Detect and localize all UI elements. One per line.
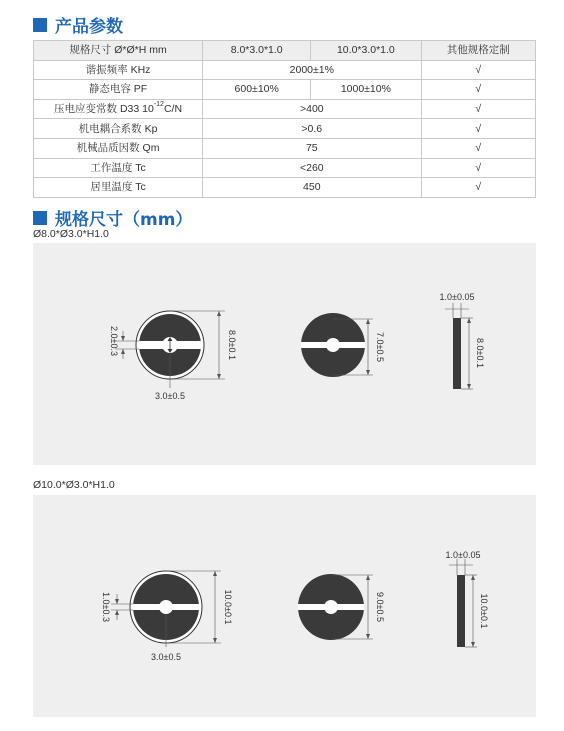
- row-param: 静态电容 PF: [34, 80, 203, 100]
- header-custom: 其他规格定制: [421, 41, 536, 61]
- inner-dim-label: 7.0±0.5: [375, 332, 385, 362]
- table-row: [34, 60, 536, 80]
- row-custom: √: [421, 138, 536, 158]
- row-value: 450: [203, 178, 421, 198]
- side-height-dim-label: 8.0±0.1: [475, 338, 485, 368]
- hole-dim-label: 3.0±0.5: [151, 652, 181, 662]
- side-height-dim-label: 10.0±0.1: [479, 593, 489, 629]
- slot-dimension: [109, 326, 139, 359]
- outer-dim-label: 10.0±0.1: [223, 589, 233, 625]
- model-1-drawing-panel: [33, 243, 536, 465]
- model-1-drawing: [33, 243, 536, 465]
- section-marker: [33, 211, 47, 225]
- section-title-product-params: [33, 12, 123, 37]
- row-param: 谐振频率 KHz: [34, 60, 203, 80]
- outer-dim-label: 8.0±0.1: [227, 330, 237, 360]
- row-custom: √: [421, 158, 536, 178]
- row-value: 2000±1%: [203, 60, 421, 80]
- model-2-drawing-panel: [33, 495, 536, 717]
- thickness-dim-label: 1.0±0.05: [445, 550, 481, 560]
- row-value-model-2: 1000±10%: [311, 80, 421, 100]
- table-row: [34, 158, 536, 178]
- table-row: [34, 80, 536, 100]
- table-row: [34, 138, 536, 158]
- disc-back-view: [301, 313, 365, 377]
- row-param-prefix: 压电应变常数 D33 10: [54, 103, 154, 116]
- side-view: [446, 550, 489, 647]
- row-custom: √: [421, 60, 536, 80]
- section-title-text: 产品参数: [55, 17, 123, 37]
- inner-dim-label: 9.0±0.5: [375, 592, 385, 622]
- row-value: >0.6: [203, 119, 421, 139]
- row-custom: √: [421, 178, 536, 198]
- row-param-sup: -12: [153, 101, 164, 109]
- disc-back-view: [298, 574, 364, 640]
- model-2-label: Ø10.0*Ø3.0*H1.0: [33, 479, 115, 491]
- row-value: 75: [203, 138, 421, 158]
- row-param: 机电耦合系数 Kp: [34, 119, 203, 139]
- model-2-drawing: [33, 495, 536, 717]
- table-header-row: [34, 41, 536, 61]
- row-param: 机械品质因数 Qm: [34, 138, 203, 158]
- thickness-dim-label: 1.0±0.05: [439, 292, 475, 302]
- row-value: <260: [203, 158, 421, 178]
- row-value-model-1: 600±10%: [203, 80, 311, 100]
- row-param: 居里温度 Tc: [34, 178, 203, 198]
- row-custom: √: [421, 99, 536, 119]
- row-custom: √: [421, 80, 536, 100]
- row-custom: √: [421, 119, 536, 139]
- row-param: [34, 99, 203, 119]
- row-param-suffix: C/N: [163, 103, 183, 116]
- side-view: [440, 292, 485, 389]
- section-marker: [33, 18, 47, 32]
- header-param: 规格尺寸 Ø*Ø*H mm: [34, 41, 203, 61]
- section-title-dimensions: [33, 205, 192, 230]
- table-row: [34, 178, 536, 198]
- spec-table: [33, 40, 536, 198]
- model-1-label: Ø8.0*Ø3.0*H1.0: [33, 228, 109, 240]
- slot-dimension: [101, 592, 133, 622]
- slot-dim-label: 2.0±0.3: [109, 326, 119, 356]
- header-model-2: 10.0*3.0*1.0: [311, 41, 421, 61]
- table-row: [34, 99, 536, 119]
- row-param: 工作温度 Tc: [34, 158, 203, 178]
- table-row: [34, 119, 536, 139]
- row-value: >400: [203, 99, 421, 119]
- header-model-1: 8.0*3.0*1.0: [203, 41, 311, 61]
- hole-dim-label: 3.0±0.5: [155, 391, 185, 401]
- slot-dim-label: 1.0±0.3: [101, 592, 111, 622]
- section-title-text: 规格尺寸（mm）: [55, 210, 193, 230]
